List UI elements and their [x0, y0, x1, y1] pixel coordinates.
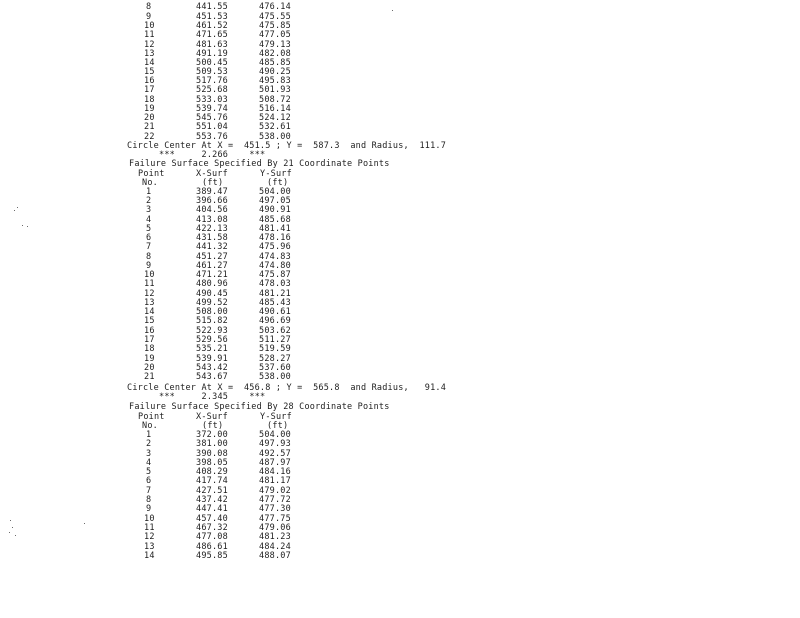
section-title: Failure Surface Specified By 28 Coordinate Points [129, 402, 390, 412]
col-header-no: No. [142, 178, 158, 188]
table-row [0, 76, 291, 86]
table-row [0, 104, 291, 114]
scan-speck [22, 225, 23, 226]
point-no: 5 [146, 224, 152, 234]
point-no: 20 [144, 113, 155, 123]
point-no: 15 [144, 316, 155, 326]
table-row [0, 467, 291, 477]
point-no: 13 [144, 542, 155, 552]
x-surf: 372.00 [196, 430, 228, 440]
y-surf: 476.14 [259, 2, 291, 12]
point-no: 8 [146, 252, 152, 262]
x-surf: 525.68 [196, 85, 228, 95]
x-surf: 396.66 [196, 196, 228, 206]
table-row [0, 187, 291, 197]
x-surf: 481.63 [196, 40, 228, 50]
x-surf: 389.47 [196, 187, 228, 197]
x-surf: 471.65 [196, 30, 228, 40]
y-surf: 492.57 [259, 449, 291, 459]
y-surf: 477.05 [259, 30, 291, 40]
y-surf: 481.17 [259, 476, 291, 486]
point-no: 11 [144, 523, 155, 533]
table-row [0, 476, 291, 486]
y-surf: 524.12 [259, 113, 291, 123]
x-surf: 539.74 [196, 104, 228, 114]
y-surf: 538.00 [259, 132, 291, 142]
table-header-units [0, 421, 289, 431]
x-surf: 543.67 [196, 372, 228, 382]
x-surf: 545.76 [196, 113, 228, 123]
point-no: 15 [144, 67, 155, 77]
table-row [0, 307, 291, 317]
x-surf: 451.27 [196, 252, 228, 262]
table-row [0, 242, 291, 252]
table-header [0, 169, 292, 179]
y-surf: 519.59 [259, 344, 291, 354]
table-row [0, 233, 291, 243]
table-row [0, 261, 291, 271]
y-surf: 516.14 [259, 104, 291, 114]
table-row [0, 504, 291, 514]
x-surf: 461.27 [196, 261, 228, 271]
point-no: 11 [144, 279, 155, 289]
col-header-point: Point [138, 412, 165, 422]
table-row [0, 40, 291, 50]
y-surf: 488.07 [259, 551, 291, 561]
point-no: 21 [144, 122, 155, 132]
col-unit-x: (ft) [202, 178, 224, 188]
y-surf: 537.60 [259, 363, 291, 373]
table-row [0, 270, 291, 280]
x-surf: 490.45 [196, 289, 228, 299]
point-no: 13 [144, 298, 155, 308]
x-surf: 413.08 [196, 215, 228, 225]
scan-speck [392, 10, 393, 11]
y-surf: 477.30 [259, 504, 291, 514]
point-no: 14 [144, 58, 155, 68]
point-no: 21 [144, 372, 155, 382]
y-surf: 474.80 [259, 261, 291, 271]
x-surf: 543.42 [196, 363, 228, 373]
point-no: 17 [144, 85, 155, 95]
table-row [0, 316, 291, 326]
point-no: 12 [144, 532, 155, 542]
y-surf: 485.43 [259, 298, 291, 308]
table-row [0, 458, 291, 468]
y-surf: 484.16 [259, 467, 291, 477]
point-no: 4 [146, 458, 152, 468]
y-surf: 487.97 [259, 458, 291, 468]
scan-speck [9, 532, 10, 533]
point-no: 19 [144, 104, 155, 114]
point-no: 8 [146, 2, 152, 12]
table-row [0, 354, 291, 364]
point-no: 2 [146, 439, 152, 449]
point-no: 7 [146, 486, 152, 496]
y-surf: 482.08 [259, 49, 291, 59]
y-surf: 490.61 [259, 307, 291, 317]
y-surf: 479.02 [259, 486, 291, 496]
y-surf: 490.91 [259, 205, 291, 215]
safety-factor-line: *** 2.266 *** [159, 150, 266, 160]
x-surf: 381.00 [196, 439, 228, 449]
point-no: 16 [144, 76, 155, 86]
x-surf: 417.74 [196, 476, 228, 486]
col-header-x: X-Surf [196, 169, 228, 179]
y-surf: 538.00 [259, 372, 291, 382]
x-surf: 398.05 [196, 458, 228, 468]
y-surf: 532.61 [259, 122, 291, 132]
table-row [0, 372, 291, 382]
point-no: 5 [146, 467, 152, 477]
point-no: 12 [144, 289, 155, 299]
x-surf: 529.56 [196, 335, 228, 345]
point-no: 20 [144, 363, 155, 373]
y-surf: 497.93 [259, 439, 291, 449]
table-row [0, 30, 291, 40]
table-row [0, 95, 291, 105]
table-row [0, 298, 291, 308]
section-title: Failure Surface Specified By 21 Coordinate Points [129, 159, 390, 169]
point-no: 14 [144, 307, 155, 317]
x-surf: 508.00 [196, 307, 228, 317]
y-surf: 528.27 [259, 354, 291, 364]
table-row [0, 113, 291, 123]
table-row [0, 132, 291, 142]
table-row [0, 326, 291, 336]
table-row [0, 344, 291, 354]
safety-factor-line: *** 2.345 *** [159, 392, 266, 402]
point-no: 16 [144, 326, 155, 336]
point-no: 2 [146, 196, 152, 206]
x-surf: 437.42 [196, 495, 228, 505]
x-surf: 500.45 [196, 58, 228, 68]
table-row [0, 279, 291, 289]
y-surf: 475.85 [259, 21, 291, 31]
point-no: 19 [144, 354, 155, 364]
x-surf: 422.13 [196, 224, 228, 234]
y-surf: 496.69 [259, 316, 291, 326]
point-no: 3 [146, 449, 152, 459]
x-surf: 431.58 [196, 233, 228, 243]
point-no: 18 [144, 344, 155, 354]
point-no: 18 [144, 95, 155, 105]
col-header-y: Y-Surf [260, 169, 292, 179]
table-row [0, 363, 291, 373]
table-row [0, 439, 291, 449]
col-header-no: No. [142, 421, 158, 431]
circle-center-line: Circle Center At X = 456.8 ; Y = 565.8 and Radius, 91.4 [127, 383, 447, 393]
table-row [0, 542, 291, 552]
y-surf: 511.27 [259, 335, 291, 345]
table-header-units [0, 178, 289, 188]
point-no: 17 [144, 335, 155, 345]
x-surf: 517.76 [196, 76, 228, 86]
table-row [0, 523, 291, 533]
point-no: 4 [146, 215, 152, 225]
point-no: 13 [144, 49, 155, 59]
y-surf: 477.75 [259, 514, 291, 524]
table-row [0, 430, 291, 440]
y-surf: 474.83 [259, 252, 291, 262]
point-no: 11 [144, 30, 155, 40]
table-row [0, 205, 291, 215]
y-surf: 479.06 [259, 523, 291, 533]
scan-speck [10, 520, 11, 521]
point-no: 1 [146, 430, 152, 440]
x-surf: 441.55 [196, 2, 228, 12]
y-surf: 490.25 [259, 67, 291, 77]
point-no: 10 [144, 21, 155, 31]
x-surf: 480.96 [196, 279, 228, 289]
col-header-y: Y-Surf [260, 412, 292, 422]
y-surf: 478.16 [259, 233, 291, 243]
point-no: 10 [144, 270, 155, 280]
x-surf: 427.51 [196, 486, 228, 496]
y-surf: 485.85 [259, 58, 291, 68]
scan-speck [27, 226, 28, 227]
point-no: 22 [144, 132, 155, 142]
y-surf: 475.87 [259, 270, 291, 280]
col-header-x: X-Surf [196, 412, 228, 422]
x-surf: 486.61 [196, 542, 228, 552]
col-unit-y: (ft) [267, 178, 289, 188]
y-surf: 481.23 [259, 532, 291, 542]
table-row [0, 514, 291, 524]
table-row [0, 495, 291, 505]
scan-speck [15, 535, 16, 536]
table-row [0, 49, 291, 59]
scan-speck [17, 207, 18, 208]
x-surf: 522.93 [196, 326, 228, 336]
col-unit-y: (ft) [267, 421, 289, 431]
x-surf: 467.32 [196, 523, 228, 533]
scan-speck [84, 523, 85, 524]
y-surf: 475.55 [259, 12, 291, 22]
col-unit-x: (ft) [202, 421, 224, 431]
y-surf: 503.62 [259, 326, 291, 336]
y-surf: 481.21 [259, 289, 291, 299]
point-no: 9 [146, 12, 152, 22]
x-surf: 471.21 [196, 270, 228, 280]
table-row [0, 335, 291, 345]
col-header-point: Point [138, 169, 165, 179]
point-no: 12 [144, 40, 155, 50]
point-no: 14 [144, 551, 155, 561]
x-surf: 533.03 [196, 95, 228, 105]
table-row [0, 486, 291, 496]
y-surf: 484.24 [259, 542, 291, 552]
table-row [0, 2, 291, 12]
x-surf: 404.56 [196, 205, 228, 215]
table-row [0, 449, 291, 459]
x-surf: 495.85 [196, 551, 228, 561]
x-surf: 515.82 [196, 316, 228, 326]
table-row [0, 58, 291, 68]
x-surf: 477.08 [196, 532, 228, 542]
table-row [0, 122, 291, 132]
point-no: 7 [146, 242, 152, 252]
y-surf: 495.83 [259, 76, 291, 86]
x-surf: 457.40 [196, 514, 228, 524]
x-surf: 461.52 [196, 21, 228, 31]
x-surf: 441.32 [196, 242, 228, 252]
point-no: 3 [146, 205, 152, 215]
scan-speck [12, 527, 13, 528]
point-no: 1 [146, 187, 152, 197]
x-surf: 499.52 [196, 298, 228, 308]
point-no: 6 [146, 233, 152, 243]
table-row [0, 289, 291, 299]
y-surf: 501.93 [259, 85, 291, 95]
point-no: 8 [146, 495, 152, 505]
table-row [0, 215, 291, 225]
circle-center-line: Circle Center At X = 451.5 ; Y = 587.3 and Radius, 111.7 [127, 141, 447, 151]
x-surf: 408.29 [196, 467, 228, 477]
y-surf: 477.72 [259, 495, 291, 505]
x-surf: 551.04 [196, 122, 228, 132]
x-surf: 509.53 [196, 67, 228, 77]
y-surf: 504.00 [259, 430, 291, 440]
table-row [0, 21, 291, 31]
y-surf: 481.41 [259, 224, 291, 234]
x-surf: 451.53 [196, 12, 228, 22]
table-row [0, 12, 291, 22]
x-surf: 539.91 [196, 354, 228, 364]
x-surf: 491.19 [196, 49, 228, 59]
point-no: 6 [146, 476, 152, 486]
y-surf: 479.13 [259, 40, 291, 50]
table-row [0, 196, 291, 206]
table-row [0, 252, 291, 262]
x-surf: 390.08 [196, 449, 228, 459]
y-surf: 478.03 [259, 279, 291, 289]
point-no: 9 [146, 261, 152, 271]
x-surf: 535.21 [196, 344, 228, 354]
y-surf: 475.96 [259, 242, 291, 252]
y-surf: 508.72 [259, 95, 291, 105]
y-surf: 504.00 [259, 187, 291, 197]
x-surf: 553.76 [196, 132, 228, 142]
point-no: 10 [144, 514, 155, 524]
point-no: 9 [146, 504, 152, 514]
table-header [0, 412, 292, 422]
table-row [0, 67, 291, 77]
table-row [0, 551, 291, 561]
y-surf: 485.68 [259, 215, 291, 225]
x-surf: 447.41 [196, 504, 228, 514]
y-surf: 497.05 [259, 196, 291, 206]
scan-speck [14, 210, 15, 211]
table-row [0, 85, 291, 95]
